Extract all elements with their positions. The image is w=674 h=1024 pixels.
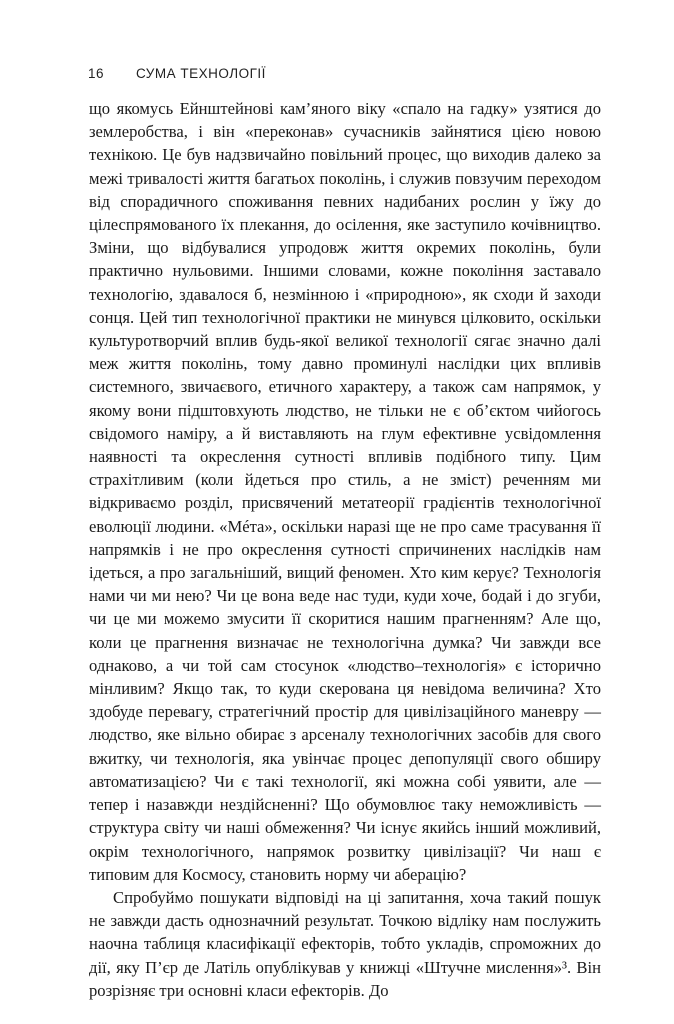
paragraph: Спробуймо пошукати відповіді на ці запитання, хоча такий пошук не завжди дасть однозначний результат. Точкою відліку нам послужить наочна таблиця класифікації ефекторів, тобто укладів, спроможних до дії, яку П’єр де Латіль опублікував у книжці «Штучне мислення»³. Він розрізняє три основні класи ефекторів. До bbox=[89, 887, 601, 1000]
running-header bbox=[88, 66, 266, 81]
paragraph: що якомусь Ейнштейнові кам’яного віку «спало на гадку» узятися до землеробства, і він «переконав» сучасників зайнятися цією новою технікою. Це був надзвичайно повільний процес, що виходив далеко за межі тривалості життя багатьох поколінь, і служив повзучим переходом від спорадичного споживання певних надибаних рослин у їжу до цілеспрямованого їх плекання, до осілення, яке заступило кочівництво. Зміни, що відбувалися упродовж життя окремих поколінь, були практично нульовими. Іншими словами, кожне покоління заставало технологію, здавалося б, незмінною і «природною», як сходи й заходи сонця. Цей тип технологічної практики не минувся цілковито, оскільки культуротворчий вплив будь-якої великої технології сягає значно далі меж життя поколінь, тому давно проминулі наслідки цих впливів системного, звичаєвого, етичного характеру, а також сам напрямок, у якому вони підштовхують людство, не тільки не є об’єктом чийогось свідомого наміру, а й виставляють на глум ефективне усвідомлення наявності та окреслення сутності впливів подібного типу. Цим страхітливим (коли йдеться про стиль, а не зміст) реченням ми відкриваємо розділ, присвячений метатеорії градієнтів технологічної еволюції людини. «Мéта», оскільки наразі ще не про саме трасування її напрямків і не про окреслення сутності спричинених наслідків нам ідеться, а про загальніший, вищий феномен. Хто ким керує? Технологія нами чи ми нею? Чи це вона веде нас туди, куди хоче, бодай і до згуби, чи це ми можемо змусити її скоритися нашим прагненням? Але що, коли це прагнення визначає не технологічна думка? Чи завжди все однаково, а чи той сам стосунок «людство–технологія» є історично мінливим? Якщо так, то куди скерована ця невідома величина? Хто здобуде перевагу, стратегічний простір для цивілізаційного маневру — людство, яке вільно обирає з арсеналу технологічних засобів для свого вжитку, чи технологія, яка увінчає процес депопуляції свого обширу автоматизацією? Чи є такі технології, які можна собі уявити, але — тепер і назавжди нездійсненні? Що обумовлює таку неможливість — структура світу чи наші обмеження? Чи існує якийсь інший можливий, окрім технологічного, напрямок розвитку цивілізації? Чи наш є типовим для Космосу, становить норму чи аберацію? bbox=[89, 99, 601, 884]
running-title: СУМА ТЕХНОЛОГІЇ bbox=[136, 66, 266, 81]
page-number: 16 bbox=[88, 66, 105, 81]
body-text bbox=[89, 97, 601, 1002]
